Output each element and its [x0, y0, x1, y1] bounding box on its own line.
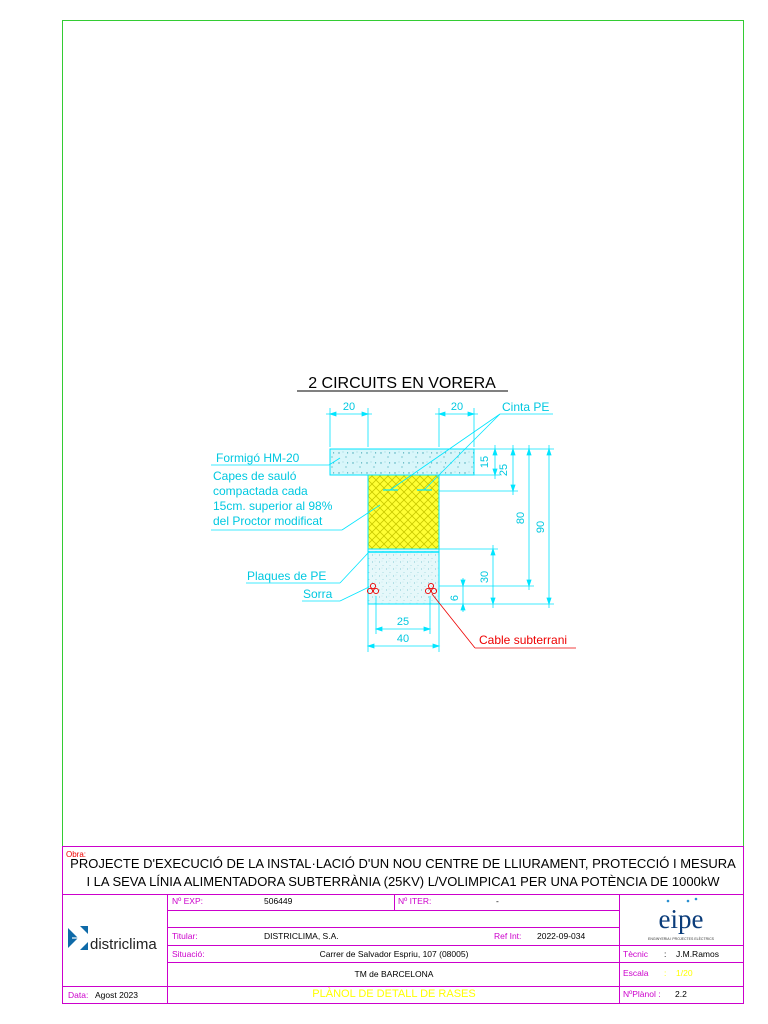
escala-value: 1/20	[676, 968, 693, 978]
tm-value: TM de BARCELONA	[354, 969, 434, 979]
label-plaques-pe: Plaques de PE	[247, 569, 327, 583]
planol-value: 2.2	[675, 989, 687, 999]
data-label: Data:	[68, 990, 89, 1000]
dimension-top-left	[326, 408, 372, 447]
titular-label: Titular:	[172, 931, 198, 941]
trench-detail-drawing	[211, 375, 576, 652]
dim-15-text: 15	[479, 455, 491, 469]
dim-40-text: 40	[396, 633, 410, 645]
dim-25-right-text: 25	[498, 463, 510, 477]
eipe-logo-dot-3	[695, 898, 698, 901]
refint-value: 2022-09-034	[537, 931, 586, 941]
label-formigo: Formigó HM-20	[216, 451, 300, 465]
dim-30-text: 30	[479, 570, 491, 584]
exp-label: Nº EXP:	[172, 896, 203, 906]
obra-line-1: PROJECTE D'EXECUCIÓ DE LA INSTAL·LACIÓ D'UN NOU CENTRE DE LLIURAMENT, PROTECCIÓ I MESURA	[70, 856, 736, 871]
dimension-top-right	[435, 408, 478, 447]
dim-top-left-text: 20	[342, 401, 356, 413]
exp-value: 506449	[264, 896, 293, 906]
title-block	[63, 847, 744, 1004]
dim-90-text: 90	[535, 520, 547, 534]
situacio-label: Situació:	[172, 949, 205, 959]
label-capes-3: 15cm. superior al 98%	[213, 499, 333, 513]
escala-sep: :	[664, 968, 667, 978]
eipe-logo-dot-1	[667, 900, 670, 903]
iter-label: Nº ITER:	[398, 896, 432, 906]
label-capes-1: Capes de sauló	[213, 469, 297, 483]
escala-label: Escala	[623, 968, 649, 978]
iter-value: -	[496, 896, 499, 906]
sand-layer	[368, 549, 439, 604]
label-cable-subterrani: Cable subterrani	[479, 633, 568, 647]
districlima-logo-text: districlima	[90, 936, 157, 953]
eipe-logo-text: eipe	[658, 904, 704, 934]
label-capes-4: del Proctor modificat	[213, 514, 323, 528]
dim-6-text: 6	[449, 594, 461, 602]
eipe-logo	[648, 898, 715, 941]
dim-80-text: 80	[515, 511, 527, 525]
districlima-logo	[68, 926, 157, 953]
planol-label: NºPlànol :	[623, 989, 661, 999]
dim-25-bottom-text: 25	[396, 616, 410, 628]
situacio-value: Carrer de Salvador Espriu, 107 (08005)	[319, 949, 469, 959]
label-cinta-pe: Cinta PE	[502, 400, 550, 414]
dim-top-right-text: 20	[450, 401, 464, 413]
label-sorra: Sorra	[303, 587, 333, 601]
tecnic-value: J.M.Ramos	[676, 949, 719, 959]
refint-label: Ref Int:	[494, 931, 522, 941]
label-capes-2: compactada cada	[213, 484, 308, 498]
obra-line-2: I LA SEVA LÍNIA ALIMENTADORA SUBTERRÀNIA (25KV) L/VOLIMPICA1 PER UNA POTÈNCIA DE 1000kW	[86, 874, 720, 889]
drawing-title: 2 CIRCUITS EN VORERA	[308, 375, 496, 392]
tecnic-label: Tècnic	[623, 949, 649, 959]
eipe-logo-subtitle: ENGINYERIA I PROJECTES ELÈCTRICS	[648, 937, 714, 941]
tecnic-sep: :	[664, 949, 667, 959]
plan-title: PLÀNOL DE DETALL DE RASES	[312, 988, 476, 1000]
obra-label: Obra:	[66, 850, 87, 859]
eipe-logo-dot-2	[687, 900, 690, 903]
titular-value: DISTRICLIMA, S.A.	[264, 931, 339, 941]
data-value: Agost 2023	[95, 990, 139, 1000]
